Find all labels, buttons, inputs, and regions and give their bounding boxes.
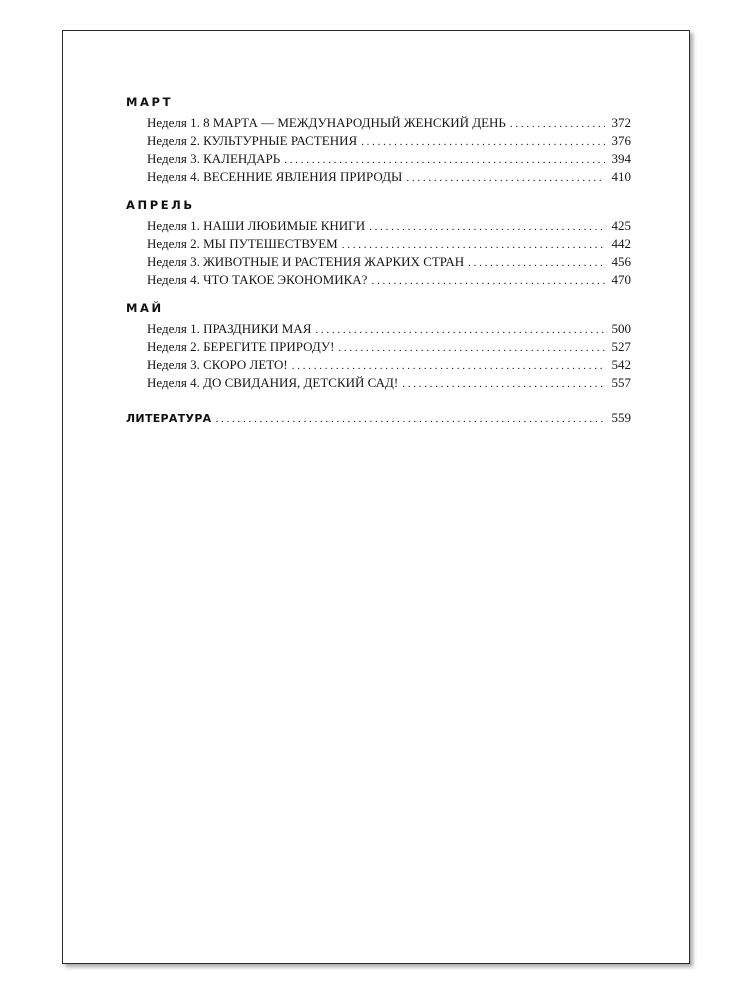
toc-page-number: 372	[611, 115, 631, 130]
toc-entry[interactable]	[147, 253, 631, 271]
dot-leader	[315, 321, 605, 339]
toc-entry-label: Неделя 2. КУЛЬТУРНЫЕ РАСТЕНИЯ	[147, 133, 358, 148]
table-of-contents	[126, 94, 631, 427]
dot-leader	[342, 236, 605, 254]
toc-entry[interactable]	[147, 168, 631, 186]
toc-entry[interactable]	[147, 320, 631, 338]
toc-entry-label: Неделя 1. НАШИ ЛЮБИМЫЕ КНИГИ	[147, 218, 366, 233]
toc-page-number: 425	[611, 218, 631, 233]
toc-page-number: 394	[611, 151, 631, 166]
dot-leader	[216, 410, 606, 428]
dot-leader	[510, 115, 605, 133]
toc-entry-label: Неделя 4. ЧТО ТАКОЕ ЭКОНОМИКА?	[147, 272, 368, 287]
toc-section-march	[126, 94, 631, 186]
toc-entry[interactable]	[147, 132, 631, 150]
toc-entry[interactable]	[147, 150, 631, 168]
toc-entry[interactable]	[147, 235, 631, 253]
toc-entry[interactable]	[147, 374, 631, 392]
toc-page-number: 410	[611, 169, 631, 184]
toc-section-april	[126, 197, 631, 289]
section-title: МАРТ	[126, 95, 174, 109]
toc-page-number: 470	[611, 272, 631, 287]
toc-entry[interactable]	[147, 338, 631, 356]
toc-entry-label: Неделя 3. СКОРО ЛЕТО!	[147, 357, 288, 372]
toc-section-may	[126, 300, 631, 392]
toc-page-number: 376	[611, 133, 631, 148]
literature-label: ЛИТЕРАТУРА	[126, 412, 212, 425]
dot-leader	[369, 218, 605, 236]
toc-entry-label: Неделя 1. ПРАЗДНИКИ МАЯ	[147, 321, 312, 336]
dot-leader	[361, 133, 605, 151]
dot-leader	[371, 272, 605, 290]
toc-page-number: 527	[611, 339, 631, 354]
section-title: МАЙ	[126, 301, 164, 315]
toc-entry[interactable]	[147, 114, 631, 132]
toc-entry-label: Неделя 3. КАЛЕНДАРЬ	[147, 151, 281, 166]
toc-entry-label: Неделя 2. МЫ ПУТЕШЕСТВУЕМ	[147, 236, 338, 251]
dot-leader	[468, 254, 605, 272]
toc-entry[interactable]	[147, 271, 631, 289]
dot-leader	[338, 339, 605, 357]
toc-entry-label: Неделя 2. БЕРЕГИТЕ ПРИРОДУ!	[147, 339, 335, 354]
toc-page-number: 542	[611, 357, 631, 372]
dot-leader	[292, 357, 605, 375]
dot-leader	[406, 169, 605, 187]
toc-entry-literature[interactable]	[126, 409, 631, 427]
toc-page-number: 456	[611, 254, 631, 269]
toc-entry-label: Неделя 4. ВЕСЕННИЕ ЯВЛЕНИЯ ПРИРОДЫ	[147, 169, 403, 184]
document-page	[62, 30, 690, 964]
toc-entry[interactable]	[147, 217, 631, 235]
toc-page-number: 557	[611, 375, 631, 390]
toc-entry-label: Неделя 1. 8 МАРТА — МЕЖДУНАРОДНЫЙ ЖЕНСКИЙ ДЕНЬ	[147, 115, 506, 130]
dot-leader	[402, 375, 605, 393]
toc-entry-label: Неделя 3. ЖИВОТНЫЕ И РАСТЕНИЯ ЖАРКИХ СТРАН	[147, 254, 465, 269]
section-title: АПРЕЛЬ	[126, 198, 195, 212]
toc-page-number: 442	[611, 236, 631, 251]
toc-page-number: 559	[611, 410, 631, 425]
toc-page-number: 500	[611, 321, 631, 336]
toc-entry-label: Неделя 4. ДО СВИДАНИЯ, ДЕТСКИЙ САД!	[147, 375, 399, 390]
toc-entry[interactable]	[147, 356, 631, 374]
dot-leader	[284, 151, 605, 169]
